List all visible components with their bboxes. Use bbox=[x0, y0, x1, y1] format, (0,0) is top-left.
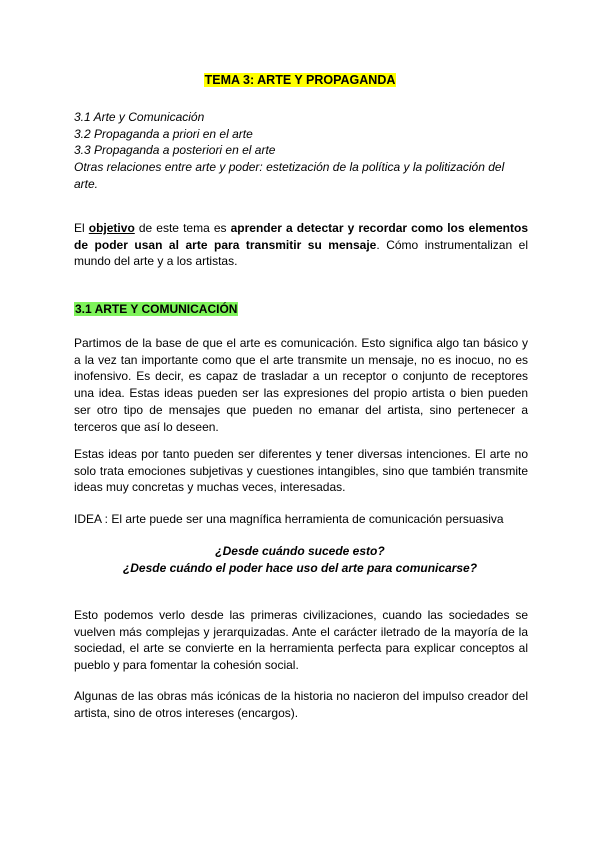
table-of-contents bbox=[74, 109, 528, 193]
objective-mid: de este tema es bbox=[134, 221, 231, 235]
paragraph-3: Esto podemos verlo desde las primeras civilizaciones, cuando las sociedades se vuelven más complejas y jerarquizadas. Ante el carácter iletrado de la mayoría de la sociedad, el arte se convierte en la herramienta perfecta para explicar conceptos al pueblo y para fomentar la cohesión social. bbox=[74, 608, 528, 673]
idea-line: IDEA : El arte puede ser una magnífica herramienta de comunicación persuasiva bbox=[74, 512, 504, 526]
objective-pre: El bbox=[74, 221, 89, 235]
toc-item: 3.2 Propaganda a priori en el arte bbox=[74, 126, 253, 141]
objective-paragraph bbox=[74, 220, 528, 270]
objective-keyword: objetivo bbox=[88, 221, 135, 235]
toc-item: 3.3 Propaganda a posteriori en el arte bbox=[74, 143, 276, 158]
paragraph-1: Partimos de la base de que el arte es comunicación. Esto significa algo tan básico y a la vez tan importante como que el arte transmite un mensaje, no es inocuo, no es inofensivo. Es decir, es capaz de trasladar a un receptor o conjunto de receptores una idea. Estas ideas pueden ser las expresiones del propio artista o bien pueden ser otro tipo de mensajes que pueden no emanar del artista, sino pertenecer a terceros que así lo deseen. bbox=[74, 336, 528, 434]
title-text: TEMA 3: ARTE Y PROPAGANDA bbox=[204, 73, 396, 87]
objective-bold: aprender a detectar y recordar como los elementos de poder usan al arte para transmitir su mensaje bbox=[74, 221, 528, 252]
toc-item: Otras relaciones entre arte y poder: estetización de la política y la politización del arte. bbox=[74, 160, 505, 191]
question-2: ¿Desde cuándo el poder hace uso del arte para comunicarse? bbox=[122, 561, 478, 575]
toc-item: 3.1 Arte y Comunicación bbox=[74, 110, 205, 124]
section-heading bbox=[74, 301, 528, 318]
objective-post: . Cómo instrumentalizan el mundo del arte y a los artistas. bbox=[74, 237, 528, 269]
section-heading-text: 3.1 ARTE Y COMUNICACIÓN bbox=[75, 302, 238, 316]
question-1: ¿Desde cuándo sucede esto? bbox=[215, 544, 385, 558]
page-title bbox=[0, 73, 600, 87]
paragraph-2: Estas ideas por tanto pueden ser diferentes y tener diversas intenciones. El arte no solo trata emociones subjetivas y cuestiones intangibles, sino que también transmite ideas muy concretas y muchas veces, interesadas. bbox=[74, 447, 528, 495]
paragraph-4: Algunas de las obras más icónicas de la historia no nacieron del impulso creador del artista, sino de otros intereses (encargos). bbox=[74, 689, 528, 720]
